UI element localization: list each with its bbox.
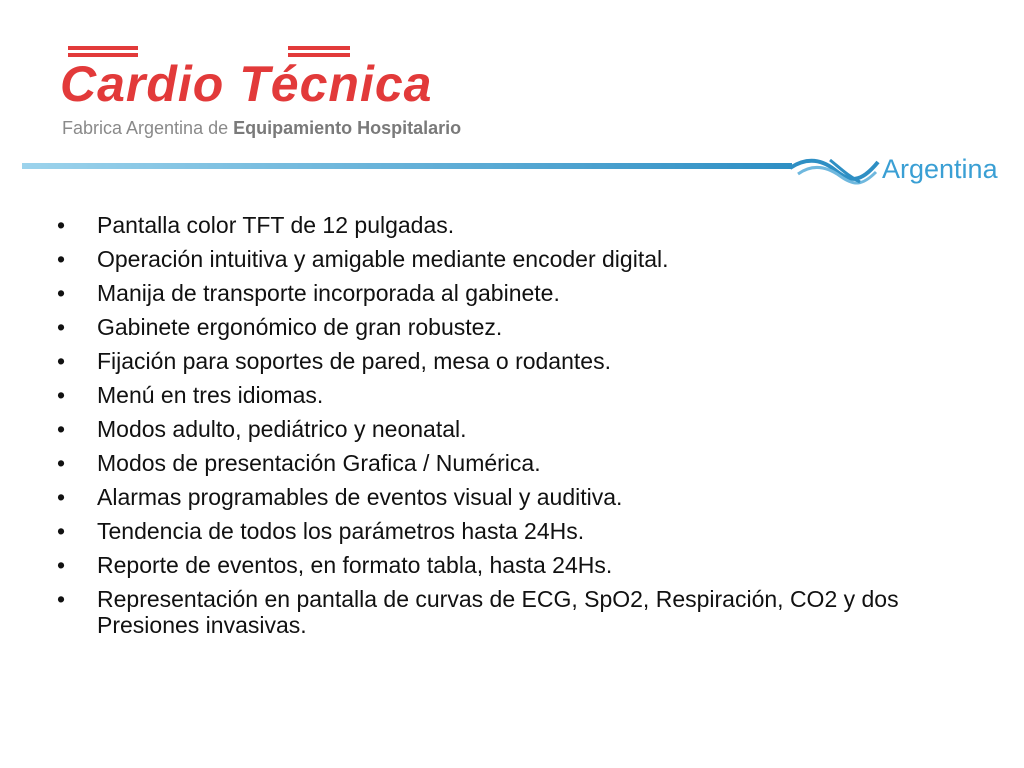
- logo-letter-c: C: [60, 56, 98, 112]
- list-item: [57, 208, 977, 242]
- bullet-icon: •: [57, 314, 66, 340]
- logo-wordmark: [60, 54, 432, 114]
- bullet-icon: •: [57, 552, 66, 578]
- list-item: [57, 582, 977, 638]
- feature-text: Alarmas programables de eventos visual y auditiva.: [97, 484, 623, 510]
- feature-text: Menú en tres idiomas.: [97, 382, 324, 408]
- list-item: [57, 344, 977, 378]
- logo-word-ardio: ardio: [97, 56, 240, 112]
- argentina-brand: [790, 148, 1010, 192]
- feature-text: Pantalla color TFT de 12 pulgadas.: [97, 212, 455, 238]
- logo-stripe: [288, 46, 350, 50]
- feature-text: Reporte de eventos, en formato tabla, hasta 24Hs.: [97, 552, 613, 578]
- list-item: [57, 310, 977, 344]
- feature-list: [57, 208, 977, 638]
- bullet-icon: •: [57, 246, 66, 272]
- bullet-icon: •: [57, 450, 66, 476]
- feature-text: Representación en pantalla de curvas de ECG, SpO2, Respiración, CO2 y dos Presiones invasivas.: [97, 586, 899, 638]
- list-item: [57, 548, 977, 582]
- logo-stripe: [68, 46, 138, 50]
- wave-icon: [790, 148, 880, 192]
- bullet-icon: •: [57, 212, 66, 238]
- brand-label: Argentina: [882, 154, 998, 184]
- cardio-tecnica-logo: [60, 42, 580, 142]
- list-item: [57, 412, 977, 446]
- feature-text: Gabinete ergonómico de gran robustez.: [97, 314, 503, 340]
- list-item: [57, 242, 977, 276]
- tagline-bold: Equipamiento Hospitalario: [233, 118, 462, 138]
- bullet-icon: •: [57, 484, 66, 510]
- feature-text: Modos adulto, pediátrico y neonatal.: [97, 416, 467, 442]
- bullet-icon: •: [57, 280, 66, 306]
- tagline-plain: Fabrica Argentina de: [62, 118, 234, 138]
- list-item: [57, 514, 977, 548]
- bullet-icon: •: [57, 416, 66, 442]
- bullet-icon: •: [57, 586, 66, 612]
- list-item: [57, 480, 977, 514]
- list-item: [57, 378, 977, 412]
- bullet-icon: •: [57, 382, 66, 408]
- list-item: [57, 276, 977, 310]
- list-item: [57, 446, 977, 480]
- feature-text: Operación intuitiva y amigable mediante encoder digital.: [97, 246, 669, 272]
- header-rule: [22, 163, 792, 169]
- logo-tagline: [62, 118, 461, 139]
- feature-text: Modos de presentación Grafica / Numérica.: [97, 450, 541, 476]
- feature-text: Fijación para soportes de pared, mesa o rodantes.: [97, 348, 611, 374]
- logo-letter-t: T: [239, 56, 271, 112]
- feature-text: Manija de transporte incorporada al gabinete.: [97, 280, 560, 306]
- bullet-icon: •: [57, 348, 66, 374]
- bullet-icon: •: [57, 518, 66, 544]
- feature-text: Tendencia de todos los parámetros hasta 24Hs.: [97, 518, 585, 544]
- logo-word-ecnica: écnica: [270, 56, 433, 112]
